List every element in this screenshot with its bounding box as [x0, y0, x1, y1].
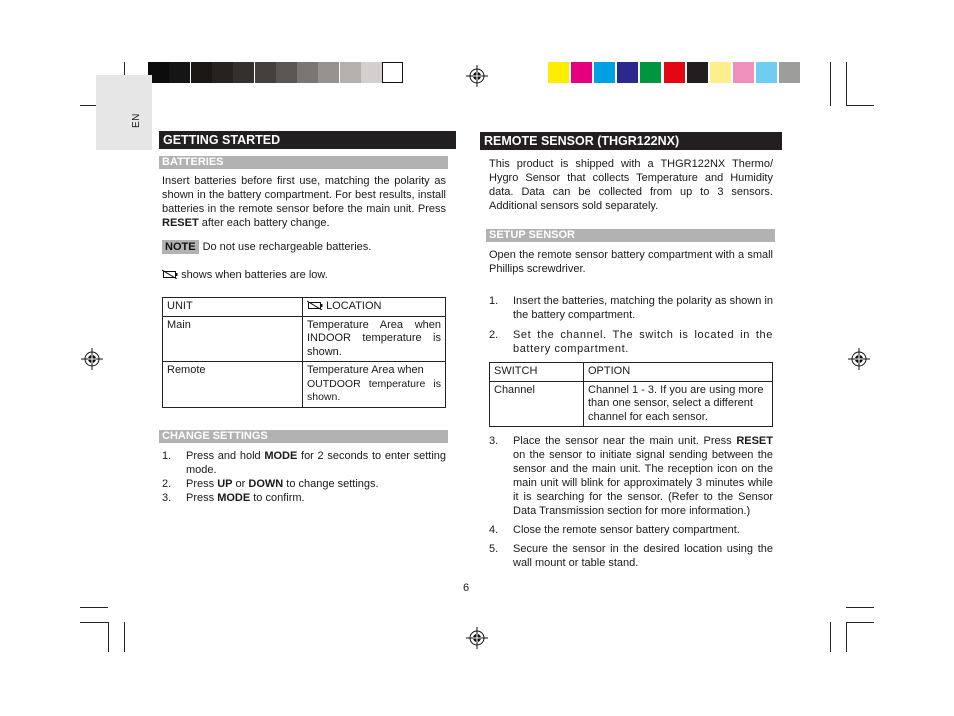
setup-sensor-intro: Open the remote sensor battery compartment with a small Phillips screwdriver. [489, 249, 773, 275]
step-text: on the sensor to initiate signal sending between the sensor and the main unit. The reception icon on the main unit will blink for approximately 3 minutes while it is searching for the sensor. (Refer to the Sensor Data Transmission section for more information.) [513, 449, 773, 517]
table-cell-location [303, 362, 446, 408]
list-item [489, 328, 773, 356]
location-text: OUTDOOR temperature is shown. [307, 377, 441, 403]
mode-keyword: MODE [217, 492, 251, 504]
step-text: to change settings. [283, 478, 379, 490]
batteries-paragraph [162, 174, 446, 230]
gray-swatch [255, 62, 276, 83]
step-number: 5. [489, 543, 499, 555]
gray-swatch [191, 62, 212, 83]
section-heading-getting-started: GETTING STARTED [159, 131, 456, 149]
color-swatch [571, 62, 592, 83]
remote-sensor-intro: This product is shipped with a THGR122NX Thermo/ Hygro Sensor that collects Temperature and Humidity data. Data can be collected from up to 3 sensors. Additional sensors sold separately. [489, 158, 773, 212]
color-swatch [617, 62, 638, 83]
table-row [490, 381, 773, 427]
low-battery-line [162, 268, 446, 282]
change-settings-steps [162, 449, 446, 505]
table-header-row [163, 298, 446, 317]
subsection-heading-batteries: BATTERIES [159, 156, 448, 169]
table-cell-switch: Channel [490, 381, 584, 427]
list-item [162, 449, 446, 477]
color-swatch [710, 62, 731, 83]
step-text: to confirm. [250, 492, 305, 504]
registration-mark-icon [466, 627, 488, 649]
registration-mark-icon [466, 65, 488, 87]
subsection-heading-setup-sensor: SETUP SENSOR [486, 229, 775, 242]
batteries-text-end: after each battery change. [198, 217, 330, 229]
step-text: Place the sensor near the main unit. Press [513, 435, 737, 447]
step-text: or [232, 478, 249, 490]
list-item [489, 294, 773, 322]
unit-location-table [162, 297, 446, 408]
list-item [489, 434, 773, 518]
registration-mark-icon [81, 348, 103, 370]
step-text: Set the channel. The switch is located in the battery compartment. [513, 329, 773, 355]
step-text: Secure the sensor in the desired location using the wall mount or table stand. [513, 543, 773, 569]
language-tab [96, 75, 152, 150]
note-text: Do not use rechargeable batteries. [202, 241, 372, 253]
gray-swatch [382, 62, 403, 83]
table-header-option: OPTION [584, 363, 773, 382]
table-header-row [490, 363, 773, 382]
gray-swatch [361, 62, 382, 83]
registration-mark-icon [848, 348, 870, 370]
color-swatch [779, 62, 800, 83]
setup-steps-b [489, 434, 773, 570]
color-swatch [687, 62, 708, 83]
step-text: Press and hold [186, 450, 265, 462]
reset-keyword: RESET [736, 435, 773, 447]
list-item [489, 542, 773, 570]
reset-keyword: RESET [162, 217, 199, 229]
color-swatch [594, 62, 615, 83]
low-battery-icon [162, 269, 178, 279]
step-number: 4. [489, 524, 499, 536]
list-item [162, 491, 446, 505]
page-number: 6 [463, 582, 470, 594]
up-keyword: UP [217, 478, 233, 490]
table-cell-location: Temperature Area when INDOOR temperature is shown. [303, 316, 446, 362]
gray-swatch [276, 62, 297, 83]
table-row [163, 362, 446, 408]
list-item [489, 523, 773, 537]
low-battery-icon [307, 300, 323, 310]
step-number: 3. [489, 435, 499, 447]
color-swatch [733, 62, 754, 83]
switch-option-table [489, 362, 773, 427]
gray-swatch [318, 62, 339, 83]
table-cell-unit: Main [163, 316, 303, 362]
step-text: Close the remote sensor battery compartment. [513, 524, 740, 536]
table-row [163, 316, 446, 362]
step-text: for 2 seconds to enter setting mode. [186, 450, 447, 476]
color-swatch [756, 62, 777, 83]
table-header-unit: UNIT [163, 298, 303, 317]
table-header-location [303, 298, 446, 317]
subsection-heading-change-settings: CHANGE SETTINGS [159, 430, 448, 443]
color-swatch [548, 62, 569, 83]
step-text: Press [186, 492, 218, 504]
step-number: 2. [489, 329, 499, 341]
location-header-label: LOCATION [326, 300, 382, 312]
note-line [162, 240, 446, 254]
setup-steps-a [489, 294, 773, 356]
gray-swatch [169, 62, 190, 83]
mode-keyword: MODE [264, 450, 298, 462]
down-keyword: DOWN [248, 478, 284, 490]
step-number: 3. [162, 492, 172, 504]
gray-swatch [233, 62, 254, 83]
batteries-text: Insert batteries before first use, matching the polarity as shown in the battery compartment. For best results, install batteries in the remote sensor before the main unit. Press [162, 175, 446, 215]
step-number: 1. [489, 295, 499, 307]
color-swatch [640, 62, 661, 83]
list-item [162, 477, 446, 491]
section-heading-remote-sensor: REMOTE SENSOR (THGR122NX) [480, 132, 782, 150]
note-badge: NOTE [162, 240, 199, 254]
step-text: Insert the batteries, matching the polarity as shown in the battery compartment. [513, 295, 773, 321]
gray-swatch [340, 62, 361, 83]
step-number: 1. [162, 450, 172, 462]
low-battery-text: shows when batteries are low. [181, 269, 328, 281]
language-label: EN [131, 113, 142, 128]
gray-swatch [212, 62, 233, 83]
color-swatch [664, 62, 685, 83]
table-cell-option: Channel 1 - 3. If you are using more than one sensor, select a different channel for each sensor. [584, 381, 773, 427]
table-header-switch: SWITCH [490, 363, 584, 382]
step-number: 2. [162, 478, 172, 490]
gray-swatch [297, 62, 318, 83]
location-text: Temperature Area when [307, 364, 424, 376]
table-cell-unit: Remote [163, 362, 303, 408]
step-text: Press [186, 478, 218, 490]
